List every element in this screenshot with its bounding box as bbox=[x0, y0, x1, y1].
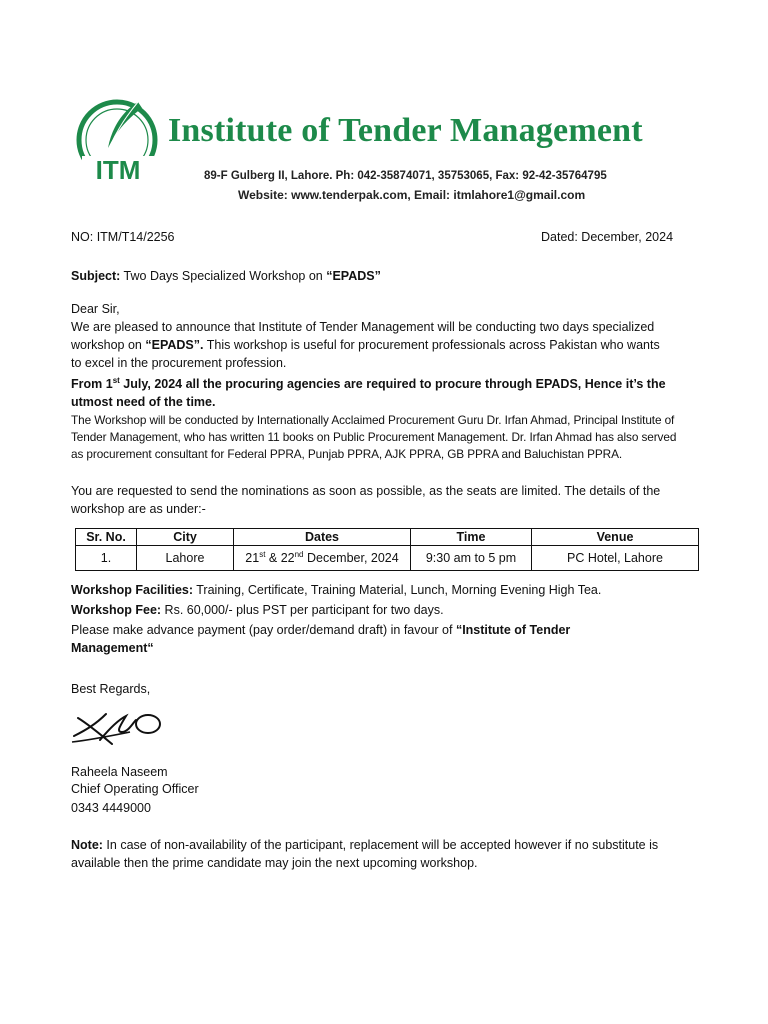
cell-sr-no: 1. bbox=[76, 546, 137, 571]
note-text: In case of non-availability of the participant, replacement will be accepted however if no substitute is available then the prime candidate may join the next upcoming workshop. bbox=[71, 838, 659, 870]
subject-label: Subject: bbox=[71, 269, 121, 283]
intro-topic: “EPADS”. bbox=[145, 338, 204, 352]
notice-text-end: July, 2024 all the procuring agencies are required to procure through EPADS, Hence it’s the utmost need of the time. bbox=[71, 377, 666, 409]
svg-text:ITM: ITM bbox=[95, 155, 141, 185]
date-end-sup: nd bbox=[294, 549, 304, 559]
subject-text: Two Days Specialized Workshop on bbox=[120, 269, 327, 283]
notice-paragraph bbox=[71, 375, 701, 411]
salutation: Dear Sir, bbox=[71, 302, 120, 316]
workshop-details-table bbox=[75, 528, 699, 571]
itm-logo bbox=[74, 96, 160, 188]
table-row bbox=[76, 546, 699, 571]
note-label: Note: bbox=[71, 838, 103, 852]
table-header-row bbox=[76, 529, 699, 546]
cell-time: 9:30 am to 5 pm bbox=[411, 546, 532, 571]
signer-title: Chief Operating Officer bbox=[71, 782, 199, 796]
signer-name: Raheela Naseem bbox=[71, 765, 168, 779]
cell-dates bbox=[234, 546, 411, 571]
intro-text: We are pleased to announce that Institute of Tender Management will be conducting two days specialized workshop on bbox=[71, 320, 655, 352]
notice-text: From 1 bbox=[71, 377, 113, 391]
reference-number: NO: ITM/T14/2256 bbox=[71, 230, 175, 244]
intro-text-end: This workshop is useful for procurement professionals across Pakistan who wants to excel in the procurement profession. bbox=[71, 338, 660, 370]
website-email-line: Website: www.tenderpak.com, Email: itmlahore1@gmail.com bbox=[238, 188, 586, 202]
fee-line bbox=[71, 601, 444, 619]
note-paragraph bbox=[71, 836, 661, 872]
subject-topic: “EPADS” bbox=[326, 269, 381, 283]
payment-payee: “Institute of Tender Management“ bbox=[71, 623, 571, 655]
header-dates: Dates bbox=[234, 529, 411, 546]
fee-text: Rs. 60,000/- plus PST per participant for two days. bbox=[161, 603, 444, 617]
header-sr-no: Sr. No. bbox=[76, 529, 137, 546]
header-venue: Venue bbox=[532, 529, 699, 546]
facilities-text: Training, Certificate, Training Material, Lunch, Morning Evening High Tea. bbox=[193, 583, 602, 597]
header-city: City bbox=[137, 529, 234, 546]
cell-city: Lahore bbox=[137, 546, 234, 571]
signature bbox=[70, 706, 166, 748]
closing: Best Regards, bbox=[71, 682, 151, 696]
request-paragraph: You are requested to send the nominations as soon as possible, as the seats are limited. The details of the workshop are as under:- bbox=[71, 484, 661, 516]
facilities-label: Workshop Facilities: bbox=[71, 583, 194, 597]
organization-name: Institute of Tender Management bbox=[168, 112, 643, 149]
letter-date: Dated: December, 2024 bbox=[541, 230, 674, 244]
date-month-year: December, 2024 bbox=[303, 551, 399, 565]
address-line: 89-F Gulberg II, Lahore. Ph: 042-35874071, 35753065, Fax: 92-42-35764795 bbox=[204, 170, 607, 182]
date-start-sup: st bbox=[259, 549, 266, 559]
date-end: & 22 bbox=[265, 551, 295, 565]
subject-line bbox=[71, 267, 381, 285]
payment-paragraph bbox=[71, 621, 631, 657]
payment-text: Please make advance payment (pay order/demand draft) in favour of bbox=[71, 623, 456, 637]
trainer-paragraph: The Workshop will be conducted by Internationally Acclaimed Procurement Guru Dr. Irfan Ahmad, Principal Institute of Tender Management, who has written 11 books on Public Procurement Management. Dr. Irfan Ahmad has also served as procurement consultant for Federal PPRA, Punjab PPRA, AJK PPRA, GB PPRA and Baluchistan PPRA. bbox=[71, 413, 677, 461]
fee-label: Workshop Fee: bbox=[71, 603, 162, 617]
cell-venue: PC Hotel, Lahore bbox=[532, 546, 699, 571]
signer-phone: 0343 4449000 bbox=[71, 801, 151, 815]
header-time: Time bbox=[411, 529, 532, 546]
date-start: 21 bbox=[245, 551, 260, 565]
facilities-line bbox=[71, 581, 601, 599]
notice-sup: st bbox=[112, 375, 120, 385]
intro-paragraph bbox=[71, 318, 671, 372]
